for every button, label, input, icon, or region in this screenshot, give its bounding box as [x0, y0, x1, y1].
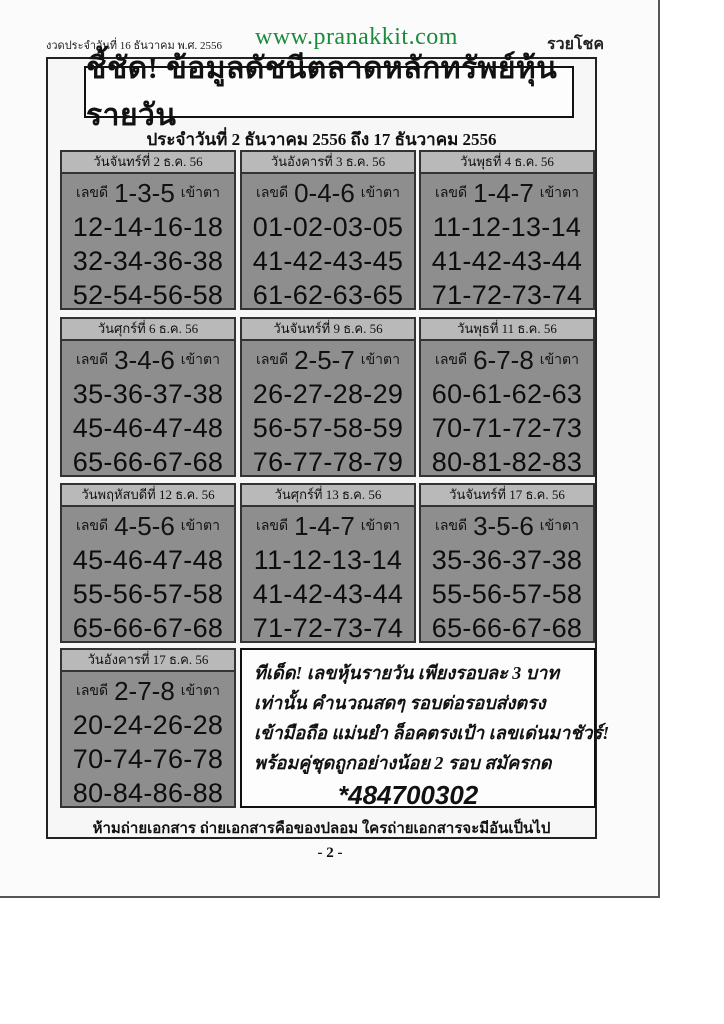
promo-line: พร้อมคู่ชุดถูกอย่างน้อย 2 รอบ สมัครกด: [254, 753, 552, 773]
card-day: วันจันทร์ที่ 17 ธ.ค. 56: [421, 485, 593, 507]
card-key: [242, 343, 414, 377]
page-title: ชี้ชัด! ข้อมูลดัชนีตลาดหลักทรัพย์หุ้นรายวัน: [84, 66, 574, 118]
number-row: 01-02-03-05: [252, 212, 404, 242]
number-row: 60-61-62-63: [431, 379, 583, 409]
key-digits: 2-7-8: [114, 675, 175, 706]
number-row: 65-66-67-68: [72, 613, 224, 643]
key-digits: 0-4-6: [294, 177, 355, 208]
number-row: 45-46-47-48: [72, 413, 224, 443]
key-digits: 3-5-6: [473, 510, 534, 541]
key-digits: 4-5-6: [114, 510, 175, 541]
number-row: 55-56-57-58: [431, 579, 583, 609]
number-row: 70-71-72-73: [431, 413, 583, 443]
card-key: [421, 343, 593, 377]
number-card: [419, 317, 595, 477]
number-row: 32-34-36-38: [72, 246, 224, 276]
key-digits: 1-4-7: [473, 177, 534, 208]
promo-line: เข้ามือถือ แม่นยำ ล็อคตรงเป้า เลขเด่นมาชัวร์!: [254, 723, 610, 743]
promo-phone-code: *484700302: [338, 780, 479, 810]
number-row: 71-72-73-74: [431, 280, 583, 310]
number-row: 52-54-56-58: [72, 280, 224, 310]
number-row: 61-62-63-65: [252, 280, 404, 310]
card-day: วันจันทร์ที่ 9 ธ.ค. 56: [242, 319, 414, 341]
number-card: [60, 483, 236, 643]
number-card: [240, 317, 416, 477]
number-row: 35-36-37-38: [431, 545, 583, 575]
card-day: วันพุธที่ 11 ธ.ค. 56: [421, 319, 593, 341]
key-prefix: เลขดี: [435, 186, 468, 201]
number-card: [240, 483, 416, 643]
copy-warning: ห้ามถ่ายเอกสาร ถ่ายเอกสารคือของปลอม ใครถ่ายเอกสารจะมีอันเป็นไป: [92, 821, 551, 837]
number-row: 11-12-13-14: [432, 212, 582, 242]
number-row: 41-42-43-45: [252, 246, 404, 276]
number-row: 41-42-43-44: [431, 246, 583, 276]
number-card: [419, 483, 595, 643]
key-prefix: เลขดี: [256, 353, 289, 368]
brand-name: รวยโชค: [547, 36, 605, 53]
number-row: 26-27-28-29: [252, 379, 404, 409]
card-day: วันศุกร์ที่ 13 ธ.ค. 56: [242, 485, 414, 507]
page-number: - 2 -: [317, 845, 343, 861]
card-key: [62, 176, 234, 210]
key-digits: 2-5-7: [294, 344, 355, 375]
key-suffix: เข้าตา: [180, 353, 220, 368]
key-suffix: เข้าตา: [539, 353, 579, 368]
card-key: [242, 509, 414, 543]
number-row: 70-74-76-78: [72, 744, 224, 774]
website-url: www.pranakkit.com: [255, 24, 458, 50]
card-day: วันพุธที่ 4 ธ.ค. 56: [421, 152, 593, 174]
card-key: [421, 509, 593, 543]
number-row: 55-56-57-58: [72, 579, 224, 609]
key-prefix: เลขดี: [76, 684, 109, 699]
issue-date: งวดประจำวันที่ 16 ธันวาคม พ.ศ. 2556: [46, 40, 222, 52]
key-prefix: เลขดี: [76, 186, 109, 201]
key-prefix: เลขดี: [256, 519, 289, 534]
key-suffix: เข้าตา: [360, 519, 400, 534]
key-prefix: เลขดี: [256, 186, 289, 201]
number-card: [419, 150, 595, 310]
key-suffix: เข้าตา: [360, 186, 400, 201]
date-range: ประจำวันที่ 2 ธันวาคม 2556 ถึง 17 ธันวาคม 2556: [146, 130, 497, 149]
number-card: [60, 648, 236, 808]
card-day: วันพฤหัสบดีที่ 12 ธ.ค. 56: [62, 485, 234, 507]
card-day: วันศุกร์ที่ 6 ธ.ค. 56: [62, 319, 234, 341]
number-card: [60, 317, 236, 477]
promo-line: ทีเด็ด! เลขหุ้นรายวัน เพียงรอบละ 3 บาท: [254, 663, 560, 683]
number-row: 80-81-82-83: [431, 447, 583, 477]
promo-line: เท่านั้น คำนวณสดๆ รอบต่อรอบส่งตรง: [254, 693, 546, 713]
card-key: [62, 509, 234, 543]
card-day: วันจันทร์ที่ 2 ธ.ค. 56: [62, 152, 234, 174]
key-prefix: เลขดี: [76, 353, 109, 368]
key-suffix: เข้าตา: [360, 353, 400, 368]
number-row: 56-57-58-59: [252, 413, 404, 443]
card-day: วันอังคารที่ 17 ธ.ค. 56: [62, 650, 234, 672]
key-suffix: เข้าตา: [180, 186, 220, 201]
number-row: 65-66-67-68: [72, 447, 224, 477]
key-suffix: เข้าตา: [539, 519, 579, 534]
card-day: วันอังคารที่ 3 ธ.ค. 56: [242, 152, 414, 174]
number-row: 65-66-67-68: [431, 613, 583, 643]
number-card: [240, 150, 416, 310]
number-row: 12-14-16-18: [72, 212, 224, 242]
promo-box: [240, 648, 610, 810]
number-row: 45-46-47-48: [72, 545, 224, 575]
number-row: 41-42-43-44: [252, 579, 404, 609]
key-suffix: เข้าตา: [180, 519, 220, 534]
card-key: [242, 176, 414, 210]
card-key: [62, 674, 234, 708]
key-prefix: เลขดี: [76, 519, 109, 534]
key-suffix: เข้าตา: [180, 684, 220, 699]
key-suffix: เข้าตา: [539, 186, 579, 201]
number-row: 11-12-13-14: [253, 545, 403, 575]
number-card: [60, 150, 236, 310]
number-row: 35-36-37-38: [72, 379, 224, 409]
number-row: 76-77-78-79: [252, 447, 404, 477]
key-digits: 1-4-7: [294, 510, 355, 541]
card-key: [421, 176, 593, 210]
key-prefix: เลขดี: [435, 353, 468, 368]
number-row: 71-72-73-74: [252, 613, 404, 643]
key-digits: 3-4-6: [114, 344, 175, 375]
key-digits: 1-3-5: [114, 177, 175, 208]
number-row: 80-84-86-88: [72, 778, 224, 808]
key-prefix: เลขดี: [435, 519, 468, 534]
number-row: 20-24-26-28: [72, 710, 224, 740]
key-digits: 6-7-8: [473, 344, 534, 375]
card-key: [62, 343, 234, 377]
